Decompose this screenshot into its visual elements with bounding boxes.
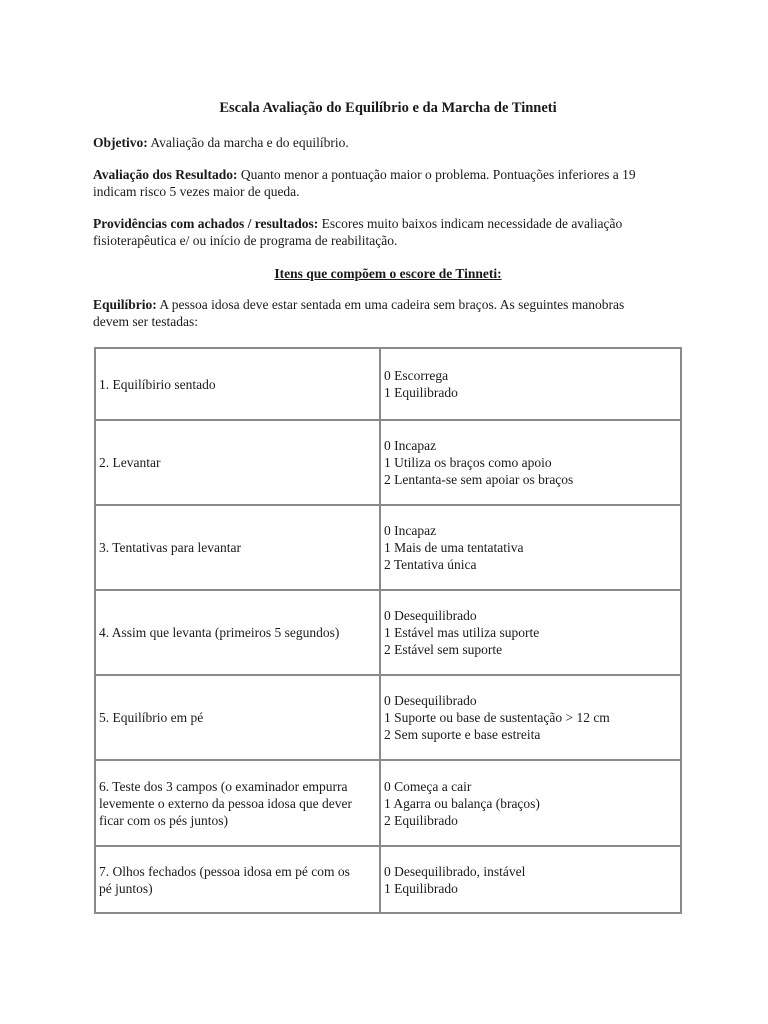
avaliacao-line-1 xyxy=(93,166,683,183)
score-option: 1 Mais de uma tentatativa xyxy=(384,540,524,555)
options-cell xyxy=(380,760,681,846)
score-option: 0 Começa a cair xyxy=(384,778,472,794)
options-cell xyxy=(380,675,681,760)
options-cell xyxy=(380,505,681,590)
score-option: 2 Lentanta-se sem apoiar os braços xyxy=(384,472,574,487)
score-option: 2 Estável sem suporte xyxy=(384,642,503,657)
score-option: 0 Desequilibrado, instável xyxy=(384,863,526,879)
item-cell xyxy=(95,505,380,590)
item-label-line: pé juntos) xyxy=(99,880,153,896)
avaliacao-text-2: indicam risco 5 vezes maior de queda. xyxy=(93,184,300,199)
providencias-label: Providências com achados / resultados: xyxy=(93,216,319,231)
item-label-line: 7. Olhos fechados (pessoa idosa em pé com os xyxy=(99,863,350,879)
avaliacao-text-1: Quanto menor a pontuação maior o problema. Pontuações inferiores a 19 xyxy=(237,167,636,182)
score-option: 2 Tentativa única xyxy=(384,557,477,572)
item-label-line: 3. Tentativas para levantar xyxy=(99,540,241,555)
item-cell xyxy=(95,348,380,420)
objetivo-paragraph xyxy=(93,134,683,151)
item-label-line: 2. Levantar xyxy=(99,455,161,470)
score-option: 0 Incapaz xyxy=(384,523,437,538)
providencias-paragraph xyxy=(93,215,683,249)
items-subtitle: Itens que compõem o escore de Tinneti: xyxy=(274,266,502,281)
item-cell xyxy=(95,420,380,505)
score-option: 1 Equilibrado xyxy=(384,385,458,400)
objetivo-text: Avaliação da marcha e do equilíbrio. xyxy=(147,135,349,150)
score-option: 0 Incapaz xyxy=(384,438,437,453)
score-option: 2 Sem suporte e base estreita xyxy=(384,727,541,742)
item-label-line: ficar com os pés juntos) xyxy=(99,812,228,828)
item-label-line: 5. Equilíbrio em pé xyxy=(99,710,204,725)
score-option: 1 Estável mas utiliza suporte xyxy=(384,625,540,640)
equilibrio-text-1: A pessoa idosa deve estar sentada em uma cadeira sem braços. As seguintes manobras xyxy=(156,297,625,312)
table-row xyxy=(95,675,681,760)
table-row xyxy=(95,348,681,420)
score-option: 0 Escorrega xyxy=(384,368,449,383)
avaliacao-paragraph xyxy=(93,166,683,200)
equilibrio-paragraph xyxy=(93,296,683,330)
options-cell xyxy=(380,420,681,505)
item-label-line: levemente o externo da pessoa idosa que dever xyxy=(99,795,353,811)
item-cell xyxy=(95,846,380,913)
providencias-text-1: Escores muito baixos indicam necessidade de avaliação xyxy=(318,216,623,231)
avaliacao-label: Avaliação dos Resultado: xyxy=(93,167,238,182)
item-label-line: 6. Teste dos 3 campos (o examinador empurra xyxy=(99,778,348,794)
objetivo-label: Objetivo: xyxy=(93,135,148,150)
options-cell xyxy=(380,846,681,913)
equilibrio-line-1 xyxy=(93,296,683,313)
item-label-line: 4. Assim que levanta (primeiros 5 segundos) xyxy=(99,625,340,640)
options-cell xyxy=(380,590,681,675)
balance-items-body xyxy=(95,348,681,913)
balance-items-table xyxy=(94,347,682,914)
score-option: 2 Equilibrado xyxy=(384,812,458,828)
score-option: 1 Utiliza os braços como apoio xyxy=(384,455,552,470)
options-cell xyxy=(380,348,681,420)
score-option: 1 Equilibrado xyxy=(384,880,458,896)
table-row xyxy=(95,420,681,505)
score-option: 1 Agarra ou balança (braços) xyxy=(384,795,540,811)
table-row xyxy=(95,760,681,846)
table-row xyxy=(95,590,681,675)
providencias-line-1 xyxy=(93,215,683,232)
equilibrio-label: Equilíbrio: xyxy=(93,297,157,312)
equilibrio-text-2: devem ser testadas: xyxy=(93,314,198,329)
item-cell xyxy=(95,760,380,846)
item-cell xyxy=(95,590,380,675)
score-option: 1 Suporte ou base de sustentação > 12 cm xyxy=(384,710,610,725)
score-option: 0 Desequilibrado xyxy=(384,608,477,623)
providencias-text-2: fisioterapêutica e/ ou início de programa de reabilitação. xyxy=(93,233,398,248)
item-cell xyxy=(95,675,380,760)
score-option: 0 Desequilibrado xyxy=(384,693,477,708)
table-row xyxy=(95,846,681,913)
document-title: Escala Avaliação do Equilíbrio e da Marcha de Tinneti xyxy=(219,100,557,116)
table-row xyxy=(95,505,681,590)
item-label-line: 1. Equilíbirio sentado xyxy=(99,376,216,392)
